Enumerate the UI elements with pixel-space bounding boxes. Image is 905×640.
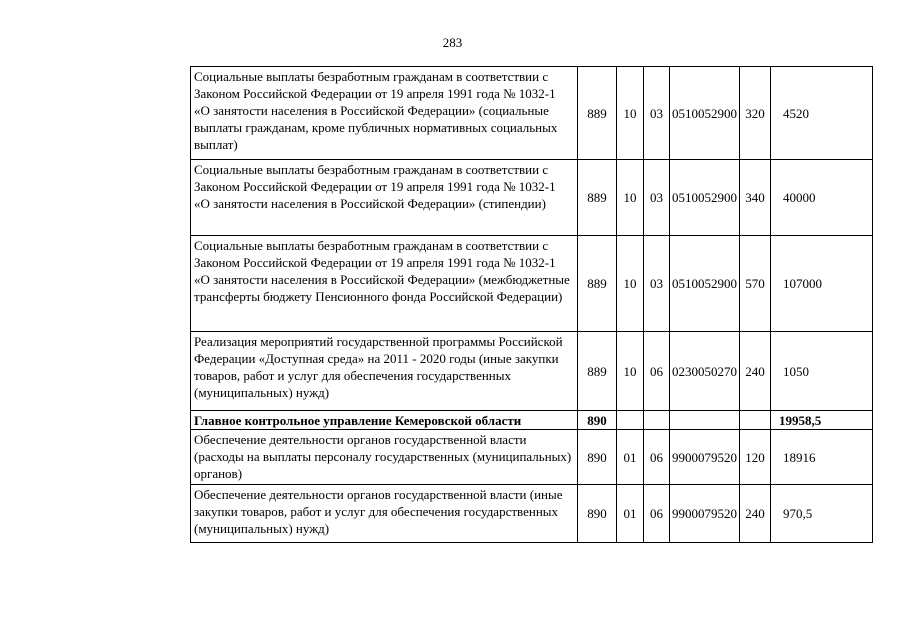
table-row [191, 332, 873, 411]
expense-type-cell: 240 [740, 485, 771, 543]
target-article-cell: 9900079520 [670, 485, 740, 543]
section-code-cell: 10 [617, 67, 644, 160]
amount-cell: 1050 [771, 332, 873, 411]
subsection-code-cell [644, 411, 670, 430]
amount-cell: 19958,5 [771, 411, 873, 430]
table-row [191, 160, 873, 236]
amount-cell: 4520 [771, 67, 873, 160]
section-code-cell: 10 [617, 236, 644, 332]
subsection-code-cell: 06 [644, 332, 670, 411]
table-row [191, 430, 873, 485]
ministry-code-cell: 890 [578, 411, 617, 430]
department-name-cell: Главное контрольное управление Кемеровской области [191, 411, 578, 430]
ministry-code-cell: 889 [578, 332, 617, 411]
amount-cell: 40000 [771, 160, 873, 236]
target-article-cell: 0510052900 [670, 236, 740, 332]
expense-type-cell [740, 411, 771, 430]
subsection-code-cell: 06 [644, 430, 670, 485]
table-row [191, 485, 873, 543]
expense-name-cell: Обеспечение деятельности органов государственной власти (расходы на выплаты персоналу государственных (муниципальных) органов) [191, 430, 578, 485]
section-code-cell [617, 411, 644, 430]
expense-name-cell: Социальные выплаты безработным гражданам в соответствии с Законом Российской Федерации от 19 апреля 1991 года № 1032-1 «О занятости населения в Российской Федерации» (стипендии) [191, 160, 578, 236]
ministry-code-cell: 889 [578, 160, 617, 236]
target-article-cell: 9900079520 [670, 430, 740, 485]
section-code-cell: 10 [617, 332, 644, 411]
expense-name-cell: Реализация мероприятий государственной программы Российской Федерации «Доступная среда» на 2011 - 2020 годы (иные закупки товаров, работ и услуг для обеспечения государственных (муниципальных) нужд) [191, 332, 578, 411]
expense-type-cell: 320 [740, 67, 771, 160]
table-row-section-total [191, 411, 873, 430]
ministry-code-cell: 889 [578, 67, 617, 160]
expense-type-cell: 340 [740, 160, 771, 236]
section-code-cell: 01 [617, 430, 644, 485]
subsection-code-cell: 06 [644, 485, 670, 543]
expense-type-cell: 240 [740, 332, 771, 411]
expense-name-cell: Социальные выплаты безработным гражданам в соответствии с Законом Российской Федерации от 19 апреля 1991 года № 1032-1 «О занятости населения в Российской Федерации» (социальные выплаты гражданам, кроме публичных нормативных социальных выплат) [191, 67, 578, 160]
table-row [191, 67, 873, 160]
page-number: 283 [442, 35, 463, 50]
section-code-cell: 01 [617, 485, 644, 543]
expense-type-cell: 120 [740, 430, 771, 485]
expense-name-cell: Обеспечение деятельности органов государственной власти (иные закупки товаров, работ и услуг для обеспечения государственных (муниципальных) нужд) [191, 485, 578, 543]
target-article-cell: 0510052900 [670, 67, 740, 160]
section-code-cell: 10 [617, 160, 644, 236]
ministry-code-cell: 890 [578, 430, 617, 485]
target-article-cell: 0510052900 [670, 160, 740, 236]
table-row [191, 236, 873, 332]
subsection-code-cell: 03 [644, 67, 670, 160]
amount-cell: 970,5 [771, 485, 873, 543]
subsection-code-cell: 03 [644, 160, 670, 236]
target-article-cell: 0230050270 [670, 332, 740, 411]
amount-cell: 18916 [771, 430, 873, 485]
target-article-cell [670, 411, 740, 430]
budget-table [190, 66, 873, 543]
amount-cell: 107000 [771, 236, 873, 332]
expense-type-cell: 570 [740, 236, 771, 332]
ministry-code-cell: 890 [578, 485, 617, 543]
subsection-code-cell: 03 [644, 236, 670, 332]
expense-name-cell: Социальные выплаты безработным гражданам в соответствии с Законом Российской Федерации от 19 апреля 1991 года № 1032-1 «О занятости населения в Российской Федерации» (межбюджетные трансферты бюджету Пенсионного фонда Российской Федерации) [191, 236, 578, 332]
ministry-code-cell: 889 [578, 236, 617, 332]
